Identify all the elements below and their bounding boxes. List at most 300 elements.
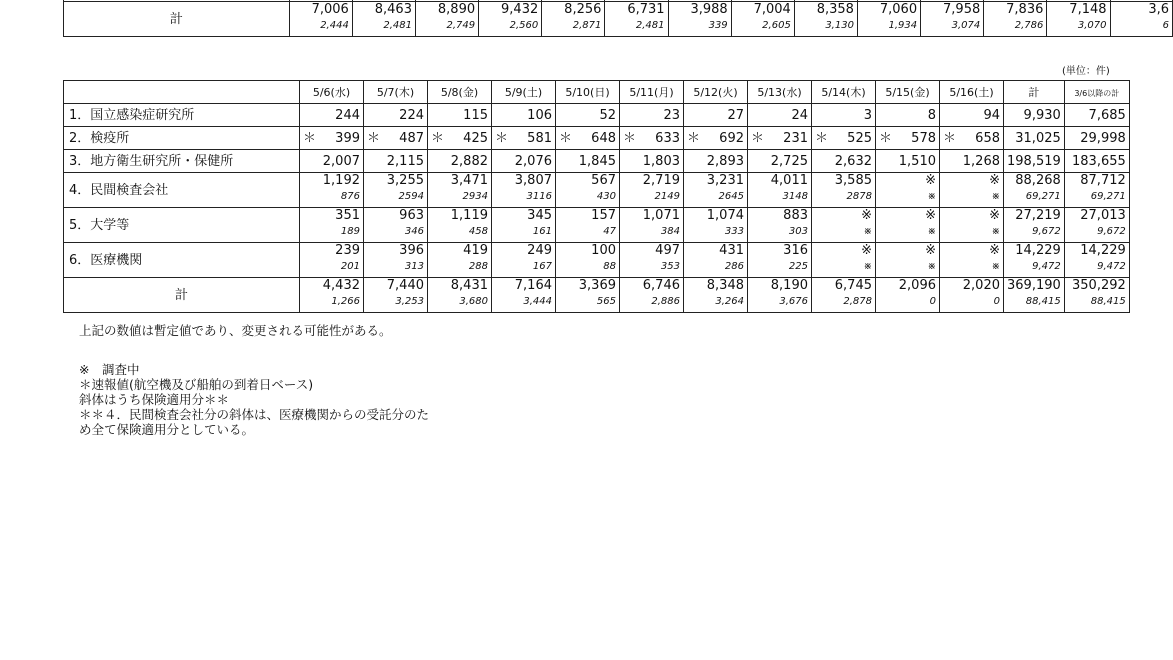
cell-value: ※ (989, 243, 1000, 258)
table-cell (1064, 104, 1129, 127)
cell-value: 1,074 (706, 208, 744, 223)
cell-sub-value: 167 (532, 261, 552, 272)
table-cell (684, 127, 748, 150)
row-label: 6．医療機関 (64, 243, 300, 278)
cell-value: 3,255 (386, 173, 424, 188)
table-cell (1004, 173, 1065, 208)
cell-sub-value: 2,871 (572, 20, 602, 31)
cell-sub-value: 9,472 (1097, 261, 1126, 272)
cell-value: 7,060 (879, 2, 918, 17)
table-cell (556, 127, 620, 150)
cell-sub-value: 876 (340, 191, 360, 202)
cell-value: 52 (599, 107, 616, 123)
table-cell (492, 208, 556, 243)
table-row (64, 104, 1130, 127)
cell-value: 419 (463, 243, 488, 258)
cell-value: 157 (591, 208, 616, 223)
cell-value: 224 (399, 107, 424, 123)
table-cell (428, 104, 492, 127)
table-cell (428, 150, 492, 173)
column-header: 5/12(火) (684, 81, 748, 104)
cell-value: 231 (783, 130, 808, 146)
table-cell (748, 243, 812, 278)
cell-value: 7,004 (753, 2, 791, 17)
table-cell (876, 173, 940, 208)
table-cell (812, 278, 876, 313)
column-header: 5/10(日) (556, 81, 620, 104)
table-cell (876, 278, 940, 313)
cell-value: 3,585 (834, 173, 872, 188)
previous-period-table (63, 0, 1173, 37)
cell-value: 497 (655, 243, 680, 258)
table-row (64, 243, 1130, 278)
table-cell (748, 127, 812, 150)
cell-sub-value: 225 (788, 261, 808, 272)
table-cell (684, 173, 748, 208)
table-cell (921, 2, 984, 37)
cell-value: 8 (927, 107, 936, 123)
cell-value: 14,229 (1015, 243, 1061, 258)
table-cell (1064, 208, 1129, 243)
footnote-line: ＊＊４．民間検査会社分の斜体は、医療機関からの受託分のた (79, 407, 430, 422)
cell-value: 1,192 (322, 173, 360, 188)
asterisk-mark: ＊ (943, 130, 957, 146)
column-header: 5/14(木) (812, 81, 876, 104)
cell-value: 27,013 (1080, 208, 1126, 223)
cell-value: 27,219 (1015, 208, 1061, 223)
cell-value: 4,432 (322, 278, 360, 293)
table-cell (620, 243, 684, 278)
table-cell (748, 278, 812, 313)
cell-value: 396 (399, 243, 424, 258)
table-cell (428, 127, 492, 150)
cell-sub-value: 3116 (526, 191, 552, 202)
cell-value: 14,229 (1080, 243, 1126, 258)
cell-value: 3 (863, 107, 872, 123)
table-cell (940, 150, 1004, 173)
cell-value: 963 (399, 208, 424, 223)
table-cell (620, 173, 684, 208)
cell-value: 106 (527, 107, 552, 123)
table-cell (492, 278, 556, 313)
cell-sub-value: 2878 (846, 191, 872, 202)
table-cell (556, 173, 620, 208)
table-cell (684, 104, 748, 127)
cell-value: 2,719 (642, 173, 680, 188)
row-label: 5．大学等 (64, 208, 300, 243)
cell-sub-value: 2,878 (843, 296, 872, 307)
total-label: 計 (64, 2, 290, 37)
cell-value: 7,685 (1088, 107, 1126, 123)
cell-value: 883 (783, 208, 808, 223)
total-row (64, 2, 1173, 37)
cell-value: 94 (983, 107, 1000, 123)
footnote-line: ※ 調査中 (79, 362, 140, 377)
cell-sub-value: 2934 (462, 191, 488, 202)
column-header: 5/8(金) (428, 81, 492, 104)
cell-sub-value: 9,472 (1032, 261, 1061, 272)
cell-value: 8,348 (706, 278, 744, 293)
cell-sub-value: 1,934 (888, 20, 918, 31)
cell-sub-value: 1,266 (331, 296, 360, 307)
cell-value: ※ (989, 173, 1000, 188)
cell-value: ※ (925, 243, 936, 258)
column-header: 5/16(土) (940, 81, 1004, 104)
unit-note: (単位：件) (1062, 66, 1110, 77)
table-cell (876, 150, 940, 173)
cell-sub-value: 2,605 (762, 20, 791, 31)
cell-value: 100 (591, 243, 616, 258)
table-cell (364, 150, 428, 173)
cell-sub-value: ※ (863, 261, 872, 272)
cell-sub-value: ※ (863, 226, 872, 237)
cell-value: 2,893 (706, 153, 744, 169)
asterisk-mark: ＊ (431, 130, 445, 146)
cell-sub-value: 333 (724, 226, 744, 237)
table-cell (1064, 243, 1129, 278)
cell-value: 87,712 (1080, 173, 1126, 188)
table-cell (479, 2, 542, 37)
table-cell (1004, 208, 1065, 243)
cell-sub-value: 565 (596, 296, 616, 307)
cell-value: 8,358 (816, 2, 854, 17)
cell-value: 525 (847, 130, 872, 146)
cell-sub-value: 47 (603, 226, 616, 237)
cell-value: 2,882 (450, 153, 488, 169)
table-cell (876, 243, 940, 278)
column-header: 3/6以降の計 (1064, 81, 1129, 104)
cell-sub-value: ※ (927, 226, 936, 237)
table-cell (812, 104, 876, 127)
cell-sub-value: 2,481 (635, 20, 665, 31)
cell-sub-value: ※ (927, 191, 936, 202)
cell-value: 2,076 (514, 153, 552, 169)
cell-sub-value: 313 (404, 261, 424, 272)
cell-value: 7,958 (943, 2, 981, 17)
cell-value: 581 (527, 130, 552, 146)
table-cell (857, 2, 920, 37)
cell-value: 198,519 (1007, 153, 1061, 169)
table-cell (684, 278, 748, 313)
table-cell (556, 104, 620, 127)
cell-value: 6,746 (642, 278, 680, 293)
footnote-line: め全て保険適用分としている。 (79, 422, 255, 437)
cell-value: 7,148 (1069, 2, 1107, 17)
table-cell (620, 104, 684, 127)
cell-value: 487 (399, 130, 424, 146)
table-cell (1004, 150, 1065, 173)
cell-sub-value: 0 (929, 296, 936, 307)
cell-value: 567 (591, 173, 616, 188)
cell-value: 658 (975, 130, 1000, 146)
cell-sub-value: 2594 (398, 191, 424, 202)
cell-value: 1,268 (962, 153, 1000, 169)
cell-sub-value: ※ (991, 226, 1000, 237)
cell-value: 3,369 (578, 278, 616, 293)
asterisk-mark: ＊ (751, 130, 765, 146)
table-cell (684, 243, 748, 278)
table-cell (668, 2, 731, 37)
column-header: 計 (1004, 81, 1065, 104)
cell-value: 8,463 (374, 2, 412, 17)
table-cell (1047, 2, 1110, 37)
header-corner (64, 81, 300, 104)
cell-sub-value: 2149 (654, 191, 680, 202)
cell-value: ※ (861, 208, 872, 223)
table-cell (300, 173, 364, 208)
cell-value: 4,011 (770, 173, 808, 188)
cell-sub-value: 3,074 (951, 20, 981, 31)
table-cell (748, 104, 812, 127)
asterisk-mark: ＊ (367, 130, 381, 146)
table-cell (940, 127, 1004, 150)
cell-sub-value: 430 (596, 191, 616, 202)
cell-sub-value: 2645 (718, 191, 744, 202)
table-cell (364, 278, 428, 313)
cell-value: 2,007 (322, 153, 360, 169)
table-cell (300, 208, 364, 243)
cell-value: 3,807 (514, 173, 552, 188)
table-cell (300, 104, 364, 127)
table-cell (364, 243, 428, 278)
table-cell (794, 2, 857, 37)
table-cell (1064, 173, 1129, 208)
cell-value: 1,119 (450, 208, 488, 223)
cell-sub-value: 189 (340, 226, 360, 237)
asterisk-mark: ＊ (303, 130, 317, 146)
cell-sub-value: 3,444 (523, 296, 552, 307)
table-cell (1004, 243, 1065, 278)
footnote-line (79, 338, 429, 362)
footnote-line: 斜体はうち保険適用分＊＊ (79, 392, 230, 407)
cell-value: ※ (861, 243, 872, 258)
cell-value: 1,510 (898, 153, 936, 169)
cell-sub-value: 9,672 (1032, 226, 1061, 237)
cell-sub-value: 3,253 (395, 296, 424, 307)
cell-value: 399 (335, 130, 360, 146)
pcr-test-count-table (63, 80, 1130, 313)
table-cell (1004, 104, 1065, 127)
cell-sub-value: 2,444 (320, 20, 349, 31)
cell-value: 6,745 (834, 278, 872, 293)
cell-value: ※ (925, 173, 936, 188)
column-header: 5/7(木) (364, 81, 428, 104)
table-row (64, 127, 1130, 150)
cell-sub-value: 2,560 (509, 20, 539, 31)
cell-value: 345 (527, 208, 552, 223)
row-label: 3．地方衛生研究所・保健所 (64, 150, 300, 173)
cell-value: 8,890 (437, 2, 476, 17)
asterisk-mark: ＊ (687, 130, 701, 146)
cell-sub-value: 2,786 (1014, 20, 1044, 31)
table-cell (428, 173, 492, 208)
cell-value: 7,836 (1006, 2, 1044, 17)
table-row (64, 150, 1130, 173)
table-cell (492, 243, 556, 278)
table-cell (1004, 127, 1065, 150)
table-cell (556, 208, 620, 243)
table-cell (415, 2, 478, 37)
cell-value: ※ (925, 208, 936, 223)
cell-sub-value: ※ (991, 191, 1000, 202)
cell-value: 244 (335, 107, 360, 123)
row-label: 4．民間検査会社 (64, 173, 300, 208)
cell-value: ※ (989, 208, 1000, 223)
cell-sub-value: 286 (724, 261, 744, 272)
table-cell (748, 208, 812, 243)
table-row (64, 173, 1130, 208)
cell-value: 431 (719, 243, 744, 258)
row-label: 計 (64, 278, 300, 313)
asterisk-mark: ＊ (879, 130, 893, 146)
cell-value: 692 (719, 130, 744, 146)
table-cell (428, 243, 492, 278)
column-header: 5/13(水) (748, 81, 812, 104)
cell-value: 2,020 (962, 278, 1000, 293)
cell-value: 369,190 (1007, 278, 1061, 293)
footnote-line: ＊速報値(航空機及び船舶の到着日ベース) (79, 377, 314, 392)
cell-sub-value: 3,130 (825, 20, 854, 31)
cell-value: 88,268 (1015, 173, 1061, 188)
cell-sub-value: 384 (660, 226, 680, 237)
cell-value: 31,025 (1015, 130, 1061, 146)
cell-value: 115 (463, 107, 488, 123)
cell-sub-value: 3148 (782, 191, 808, 202)
cell-value: 316 (783, 243, 808, 258)
table-cell (1110, 2, 1172, 37)
table-cell (748, 173, 812, 208)
cell-value: 425 (463, 130, 488, 146)
table-cell (620, 208, 684, 243)
cell-value: 3,471 (450, 173, 488, 188)
table-cell (605, 2, 668, 37)
row-label: 1．国立感染症研究所 (64, 104, 300, 127)
table-row (64, 208, 1130, 243)
cell-sub-value: 2,481 (383, 20, 412, 31)
cell-value: 8,431 (450, 278, 488, 293)
cell-sub-value: 88,415 (1090, 296, 1126, 307)
table-cell (684, 208, 748, 243)
table-cell (876, 208, 940, 243)
table-cell (940, 208, 1004, 243)
table-cell (492, 173, 556, 208)
cell-sub-value: 2,886 (651, 296, 680, 307)
cell-sub-value: 88 (603, 261, 616, 272)
cell-value: 1,803 (642, 153, 680, 169)
cell-sub-value: 9,672 (1097, 226, 1126, 237)
table-cell (556, 278, 620, 313)
cell-value: 8,256 (564, 2, 602, 17)
cell-value: 27 (727, 107, 744, 123)
cell-value: 1,071 (642, 208, 680, 223)
table-cell (1004, 278, 1065, 313)
cell-value: 3,231 (706, 173, 744, 188)
cell-value: 9,930 (1023, 107, 1061, 123)
table-cell (812, 173, 876, 208)
cell-sub-value: 3,264 (715, 296, 744, 307)
cell-sub-value: 69,271 (1025, 191, 1061, 202)
cell-value: 2,096 (898, 278, 936, 293)
cell-sub-value: 288 (468, 261, 488, 272)
cell-value: 3,6 (1148, 2, 1169, 17)
cell-sub-value: 161 (532, 226, 552, 237)
cell-value: 239 (335, 243, 360, 258)
table-cell (300, 127, 364, 150)
cell-sub-value: 303 (788, 226, 808, 237)
table-cell (492, 104, 556, 127)
cell-value: 350,292 (1072, 278, 1126, 293)
table-cell (940, 243, 1004, 278)
table-cell (300, 150, 364, 173)
cell-value: 9,432 (501, 2, 539, 17)
table-cell (556, 243, 620, 278)
table-cell (620, 150, 684, 173)
table-cell (364, 104, 428, 127)
table-cell (364, 208, 428, 243)
table-cell (876, 127, 940, 150)
cell-sub-value: 69,271 (1090, 191, 1126, 202)
cell-value: 6,731 (627, 2, 665, 17)
table-cell (300, 278, 364, 313)
cell-sub-value: 3,676 (779, 296, 808, 307)
column-header: 5/6(水) (300, 81, 364, 104)
asterisk-mark: ＊ (559, 130, 573, 146)
table-cell (300, 243, 364, 278)
table-cell (731, 2, 794, 37)
table-cell (876, 104, 940, 127)
table-cell (1064, 278, 1129, 313)
asterisk-mark: ＊ (495, 130, 509, 146)
asterisk-mark: ＊ (815, 130, 829, 146)
cell-sub-value: 346 (404, 226, 424, 237)
cell-value: 7,440 (386, 278, 424, 293)
table-cell (492, 127, 556, 150)
cell-sub-value: 3,680 (459, 296, 488, 307)
table-cell (1064, 127, 1129, 150)
cell-value: 648 (591, 130, 616, 146)
cell-value: 183,655 (1072, 153, 1126, 169)
cell-value: 3,988 (690, 2, 728, 17)
cell-sub-value: ※ (927, 261, 936, 272)
cell-sub-value: 458 (468, 226, 488, 237)
row-label: 2．検疫所 (64, 127, 300, 150)
cell-value: 351 (335, 208, 360, 223)
header-row (64, 81, 1130, 104)
cell-sub-value: 88,415 (1025, 296, 1061, 307)
table-cell (940, 173, 1004, 208)
column-header: 5/15(金) (876, 81, 940, 104)
cell-value: 23 (663, 107, 680, 123)
cell-value: 29,998 (1080, 130, 1126, 146)
cell-sub-value: 339 (708, 20, 728, 31)
cell-sub-value: ※ (991, 261, 1000, 272)
table-cell (1064, 150, 1129, 173)
table-cell (812, 127, 876, 150)
footnotes (79, 323, 429, 437)
cell-value: 2,115 (386, 153, 424, 169)
table-cell (542, 2, 605, 37)
cell-value: 578 (911, 130, 936, 146)
cell-value: 633 (655, 130, 680, 146)
table-cell (812, 243, 876, 278)
table-cell (984, 2, 1047, 37)
table-cell (364, 127, 428, 150)
table-cell (556, 150, 620, 173)
table-cell (364, 173, 428, 208)
cell-value: 1,845 (578, 153, 616, 169)
table-cell (940, 104, 1004, 127)
table-cell (812, 208, 876, 243)
